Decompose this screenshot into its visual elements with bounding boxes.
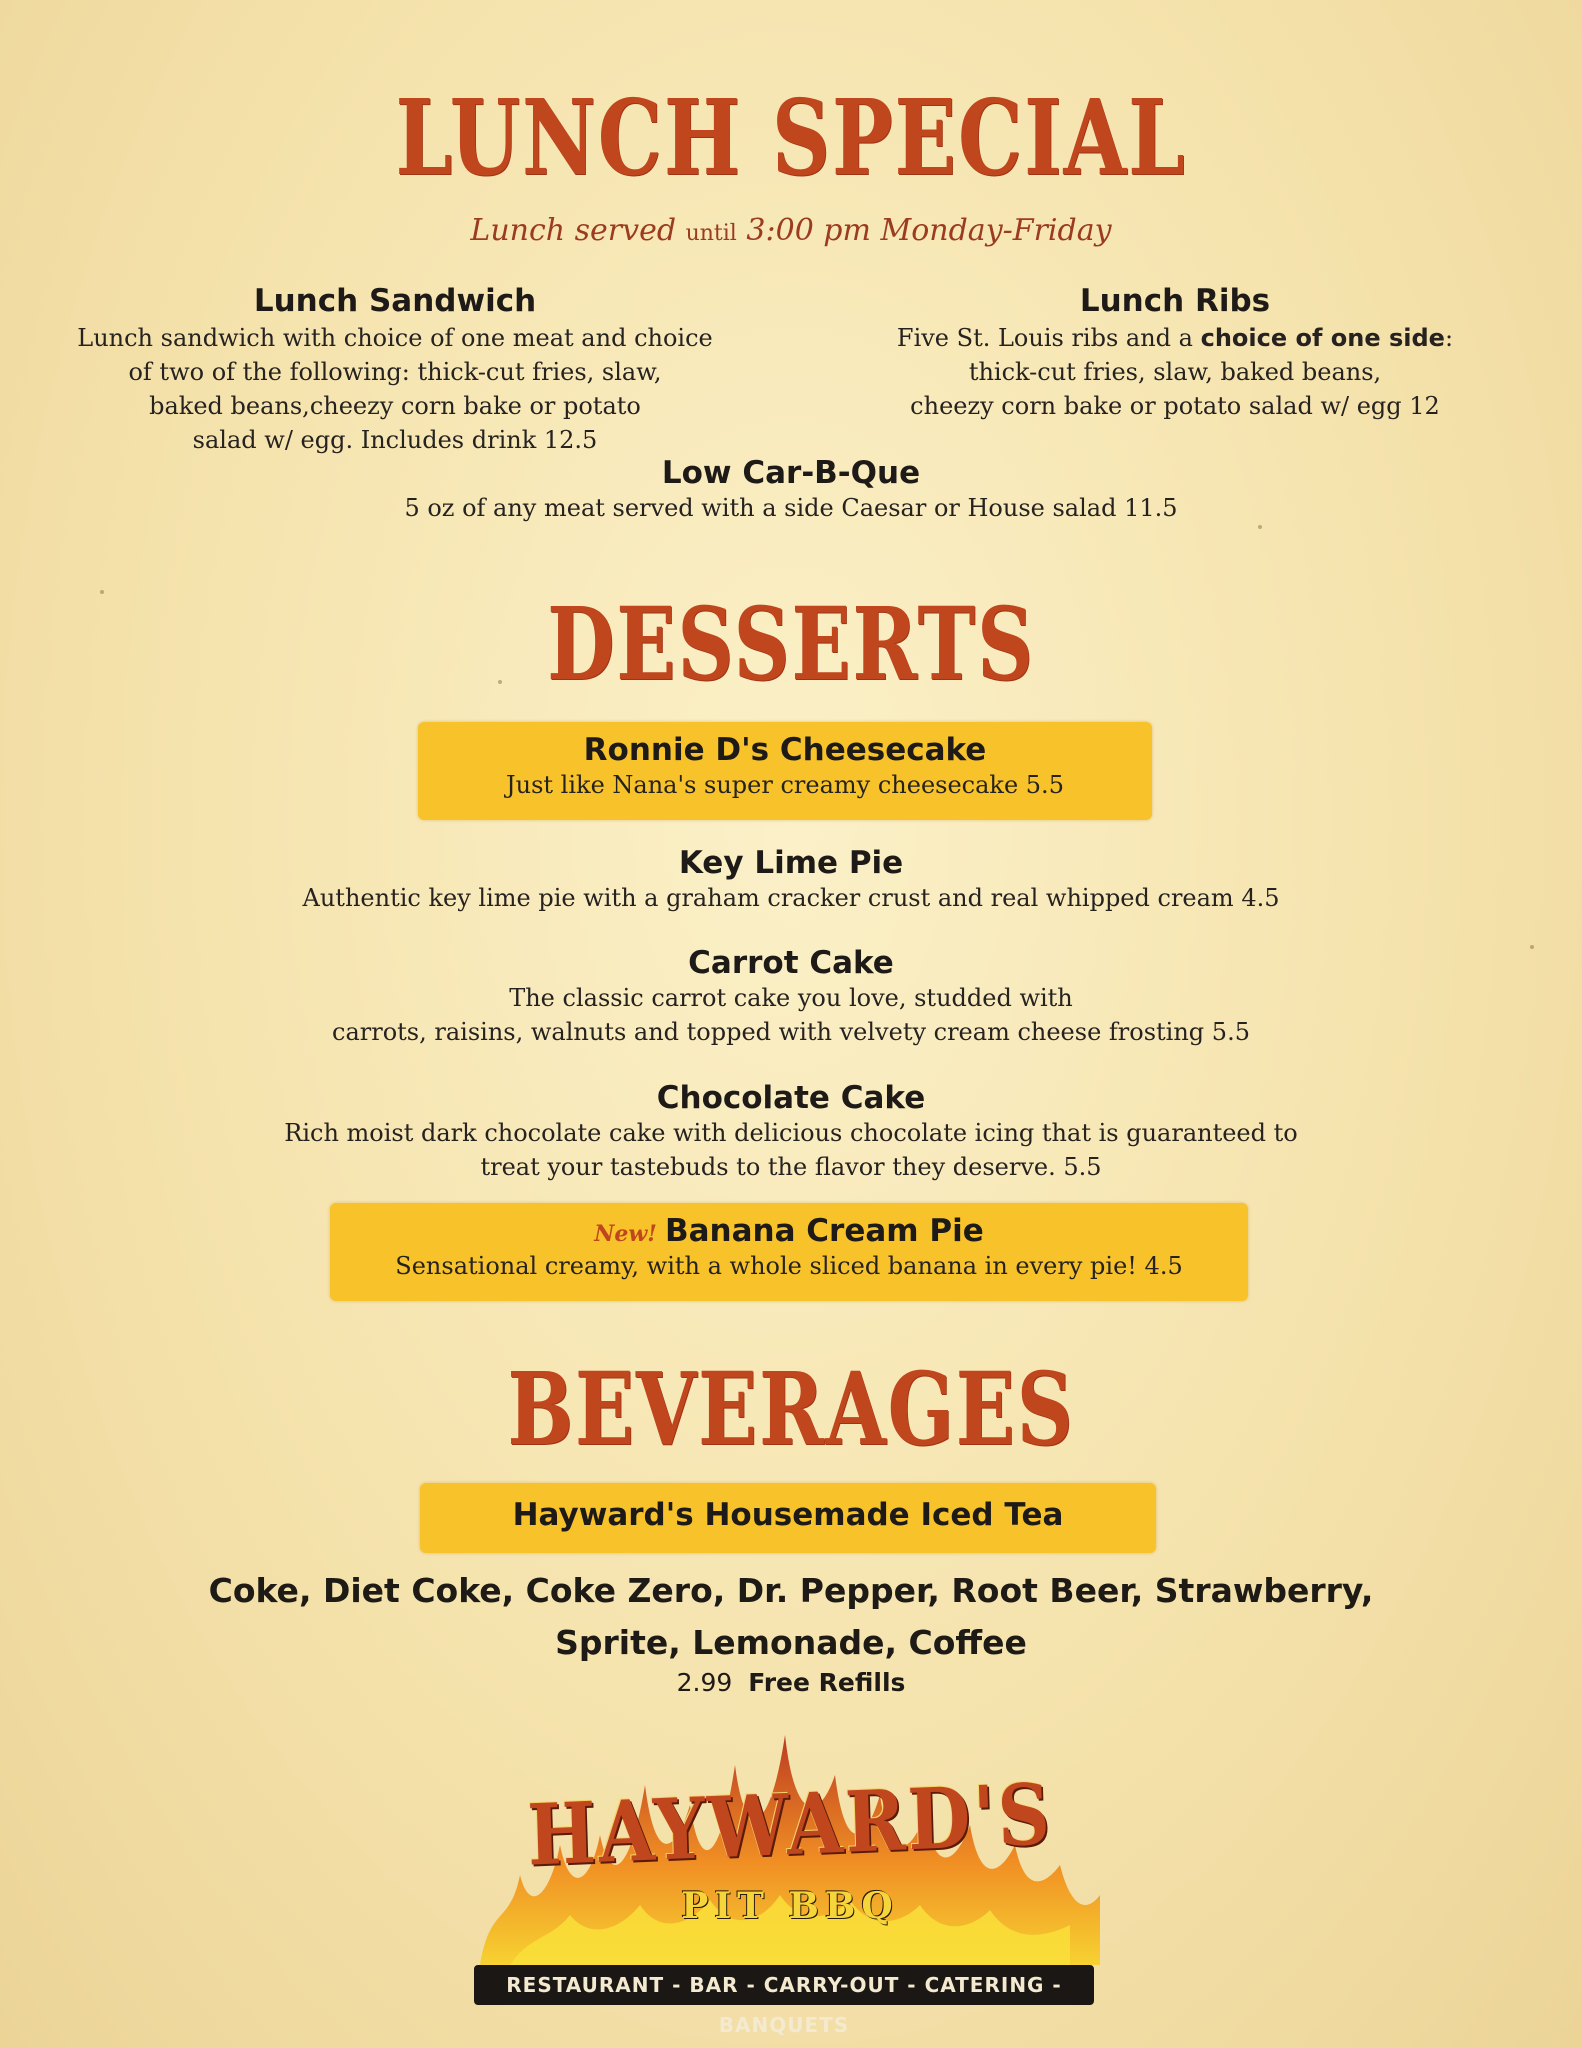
- item-title: Ronnie D's Cheesecake: [583, 732, 987, 768]
- item-title: Lunch Ribs: [1079, 283, 1271, 319]
- desc-line: Rich moist dark chocolate cake with delicious chocolate icing that is guaranteed to: [284, 1119, 1298, 1147]
- item-title: Banana Cream Pie: [664, 1213, 984, 1249]
- item-title: Low Car-B-Que: [661, 455, 921, 491]
- desserts-heading: DESSERTS: [547, 585, 1035, 703]
- drinks-line: Sprite, Lemonade, Coffee: [555, 1623, 1027, 1662]
- desc-line: The classic carrot cake you love, studded with: [509, 984, 1073, 1012]
- item-description: [0, 1116, 1582, 1184]
- item-title: Key Lime Pie: [678, 845, 904, 881]
- desc-line: cheezy corn bake or potato salad w/ egg 12: [910, 392, 1440, 420]
- free-refills-label: Free Refills: [748, 1668, 906, 1697]
- beverages-section: [0, 1350, 1582, 1468]
- desc-line: thick-cut fries, slaw, baked beans,: [968, 358, 1382, 386]
- desc-bold: choice of one side: [1200, 324, 1445, 352]
- item-description: Authentic key lime pie with a graham cracker crust and real whipped cream 4.5: [302, 884, 1280, 912]
- desc-line: baked beans,cheezy corn bake or potato: [149, 392, 641, 420]
- paper-speck: [1258, 525, 1262, 529]
- desc-line: carrots, raisins, walnuts and topped with velvety cream cheese frosting 5.5: [332, 1018, 1250, 1046]
- item-title: Chocolate Cake: [656, 1080, 926, 1116]
- item-title: Hayward's Housemade Iced Tea: [512, 1497, 1064, 1533]
- beverages-heading: BEVERAGES: [507, 1350, 1075, 1468]
- lunch-heading: LUNCH SPECIAL: [395, 76, 1187, 199]
- desc-line: Lunch sandwich with choice of one meat and choice: [77, 324, 713, 352]
- item-description: Just like Nana's super creamy cheesecake 5.5: [506, 771, 1064, 799]
- drinks-line: Coke, Diet Coke, Coke Zero, Dr. Pepper, Root Beer, Strawberry,: [208, 1571, 1374, 1610]
- soft-drinks-list: [0, 1565, 1582, 1669]
- logo-tagline-bar: RESTAURANT - BAR - CARRY-OUT - CATERING - BANQUETS: [474, 1965, 1094, 2005]
- lunch-hours-pre: Lunch served: [470, 213, 677, 248]
- item-title: Lunch Sandwich: [253, 283, 537, 319]
- logo-subtitle: PIT BBQ: [681, 1885, 899, 1927]
- item-title-row: [330, 1213, 1248, 1249]
- lunch-hours-post: 3:00 pm Monday-Friday: [746, 213, 1112, 248]
- haywards-logo: [470, 1725, 1110, 1995]
- desc-line: salad w/ egg. Includes drink 12.5: [192, 426, 598, 454]
- logo-name: HAYWARD'S: [526, 1764, 1054, 1885]
- low-carb-item: [0, 455, 1582, 525]
- item-title: Carrot Cake: [688, 945, 894, 981]
- lunch-hours: [0, 213, 1582, 248]
- drinks-price: [0, 1668, 1582, 1697]
- item-description: [0, 981, 1582, 1049]
- lunch-ribs-item: [845, 283, 1505, 423]
- desc-text: Five St. Louis ribs and a: [896, 324, 1201, 352]
- cheesecake-item: [418, 732, 1152, 802]
- item-description: [40, 321, 750, 457]
- desserts-section: [0, 585, 1582, 703]
- carrot-cake-item: [0, 945, 1582, 1049]
- drinks-price-value: 2.99: [676, 1668, 733, 1697]
- desc-line: of two of the following: thick-cut fries, slaw,: [128, 358, 662, 386]
- iced-tea-item: [420, 1497, 1156, 1533]
- lunch-hours-until: until: [685, 221, 737, 246]
- item-description: Sensational creamy, with a whole sliced banana in every pie! 4.5: [395, 1252, 1183, 1280]
- desc-text: :: [1444, 324, 1454, 352]
- desc-line: [845, 321, 1505, 355]
- key-lime-item: [0, 845, 1582, 915]
- item-description: 5 oz of any meat served with a side Caesar or House salad 11.5: [404, 494, 1178, 522]
- banana-cream-item: [330, 1213, 1248, 1283]
- new-tag: New!: [594, 1221, 657, 1247]
- item-description: [845, 321, 1505, 423]
- lunch-section: [0, 76, 1582, 199]
- desc-line: treat your tastebuds to the flavor they deserve. 5.5: [480, 1153, 1102, 1181]
- lunch-sandwich-item: [40, 283, 750, 457]
- chocolate-cake-item: [0, 1080, 1582, 1184]
